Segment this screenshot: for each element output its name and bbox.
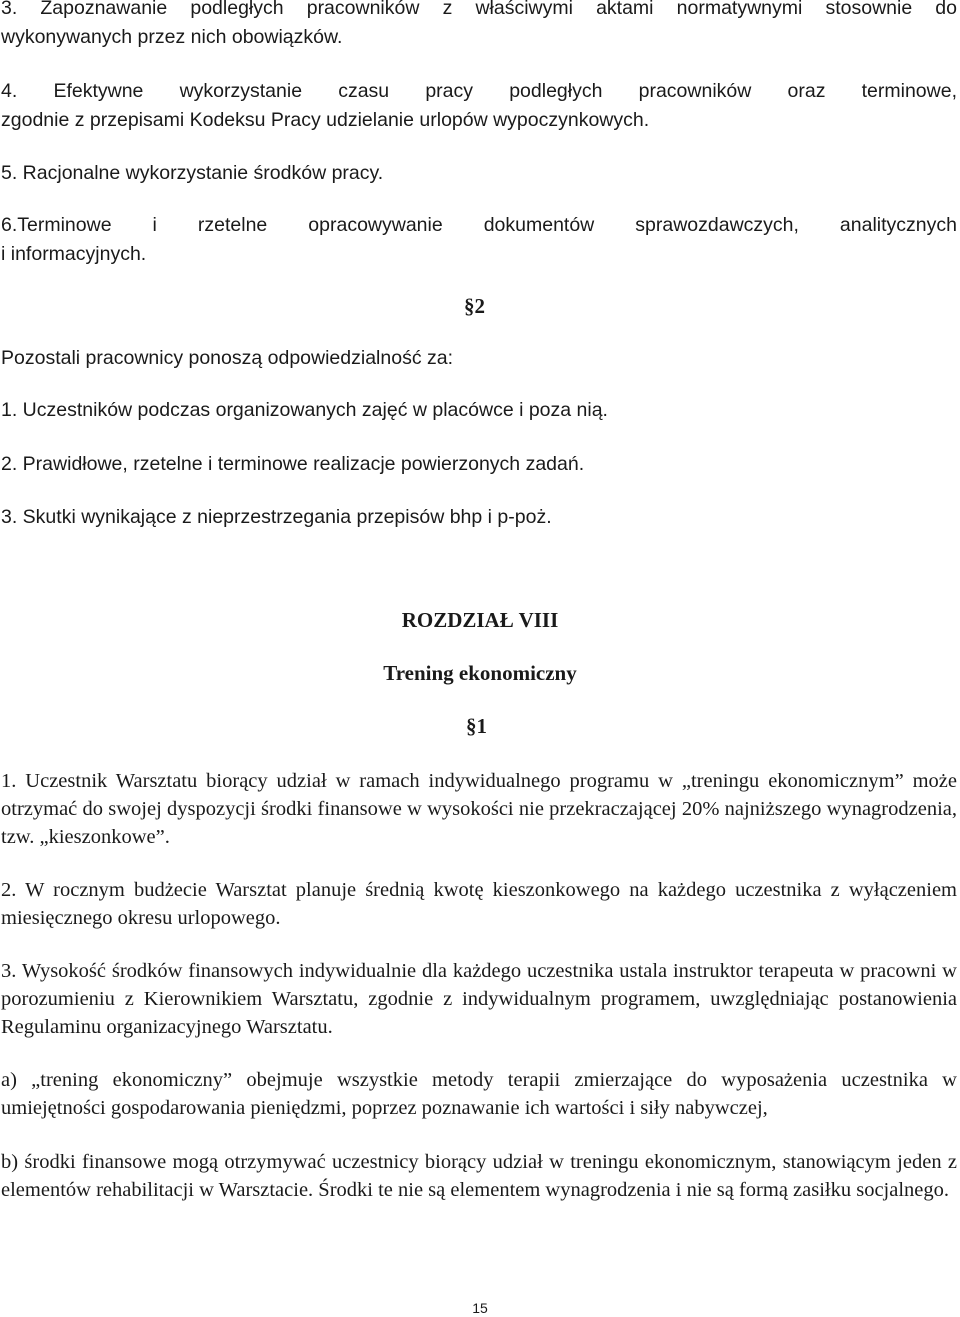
list-item-3 xyxy=(1,0,957,52)
paragraph-a: a) „trening ekonomiczny” obejmuje wszystkie metody terapii zmierzające do wyposażenia uczestnika w umiejętności gospodarowania pieniędzmi, poprzez poznawanie ich wartości i siły nabywczej, xyxy=(1,1069,957,1119)
chapter-title: ROZDZIAŁ VIII xyxy=(401,608,559,632)
list-item-4 xyxy=(1,77,957,135)
list-item-5: 5. Racjonalne wykorzystanie środków pracy. xyxy=(1,162,384,184)
section-symbol-2: §2 xyxy=(464,294,485,318)
paragraph-b: b) środki finansowe mogą otrzymywać uczestnicy biorący udział w treningu ekonomicznym, stanowiącym jeden z elementów rehabilitacji w Warsztacie. Środki te nie są elementem wynagrodzenia i nie są formą zasiłku socjalnego. xyxy=(1,1151,957,1201)
list-item-6-line-1: 6.Terminowe i rzetelne opracowywanie dokumentów sprawozdawczych, analitycznych xyxy=(1,214,957,236)
list-item-4-line-2: zgodnie z przepisami Kodeksu Pracy udzielanie urlopów wypoczynkowych. xyxy=(1,109,650,131)
page-number: 15 xyxy=(472,1300,488,1316)
section-item-3: 3. Skutki wynikające z nieprzestrzegania przepisów bhp i p-poż. xyxy=(1,506,552,528)
section-intro: Pozostali pracownicy ponoszą odpowiedzialność za: xyxy=(1,347,454,369)
chapter-subtitle: Trening ekonomiczny xyxy=(383,661,577,685)
paragraph-1: 1. Uczestnik Warsztatu biorący udział w ramach indywidualnego programu w „treningu ekonomicznym” może otrzymać do swojej dyspozycji środki finansowe w wysokości nie przekraczającej 20% najniższego wynagrodzenia, tzw. „kieszonkowe”. xyxy=(1,770,957,848)
section-symbol-1: §1 xyxy=(466,714,487,738)
list-item-3-line-2: wykonywanych przez nich obowiązków. xyxy=(1,26,343,48)
list-item-6-line-2: i informacyjnych. xyxy=(1,243,147,265)
paragraph-3: 3. Wysokość środków finansowych indywidualnie dla każdego uczestnika ustala instruktor terapeuta w pracowni w porozumieniu z Kierownikiem Warsztatu, zgodnie z indywidualnym programem, uwzględniając postanowienia Regulaminu organizacyjnego Warsztatu. xyxy=(1,960,957,1038)
paragraph-2: 2. W rocznym budżecie Warsztat planuje średnią kwotę kieszonkowego na każdego uczestnika z wyłączeniem miesięcznego okresu urlopowego. xyxy=(1,879,957,929)
list-item-6 xyxy=(1,211,957,269)
section-item-1: 1. Uczestników podczas organizowanych zajęć w placówce i poza nią. xyxy=(1,399,608,421)
list-item-4-line-1: 4. Efektywne wykorzystanie czasu pracy podległych pracowników oraz terminowe, xyxy=(1,80,957,102)
list-item-3-line-1: 3. Zapoznawanie podległych pracowników z właściwymi aktami normatywnymi stosownie do xyxy=(1,0,957,19)
section-item-2: 2. Prawidłowe, rzetelne i terminowe realizacje powierzonych zadań. xyxy=(1,453,585,475)
